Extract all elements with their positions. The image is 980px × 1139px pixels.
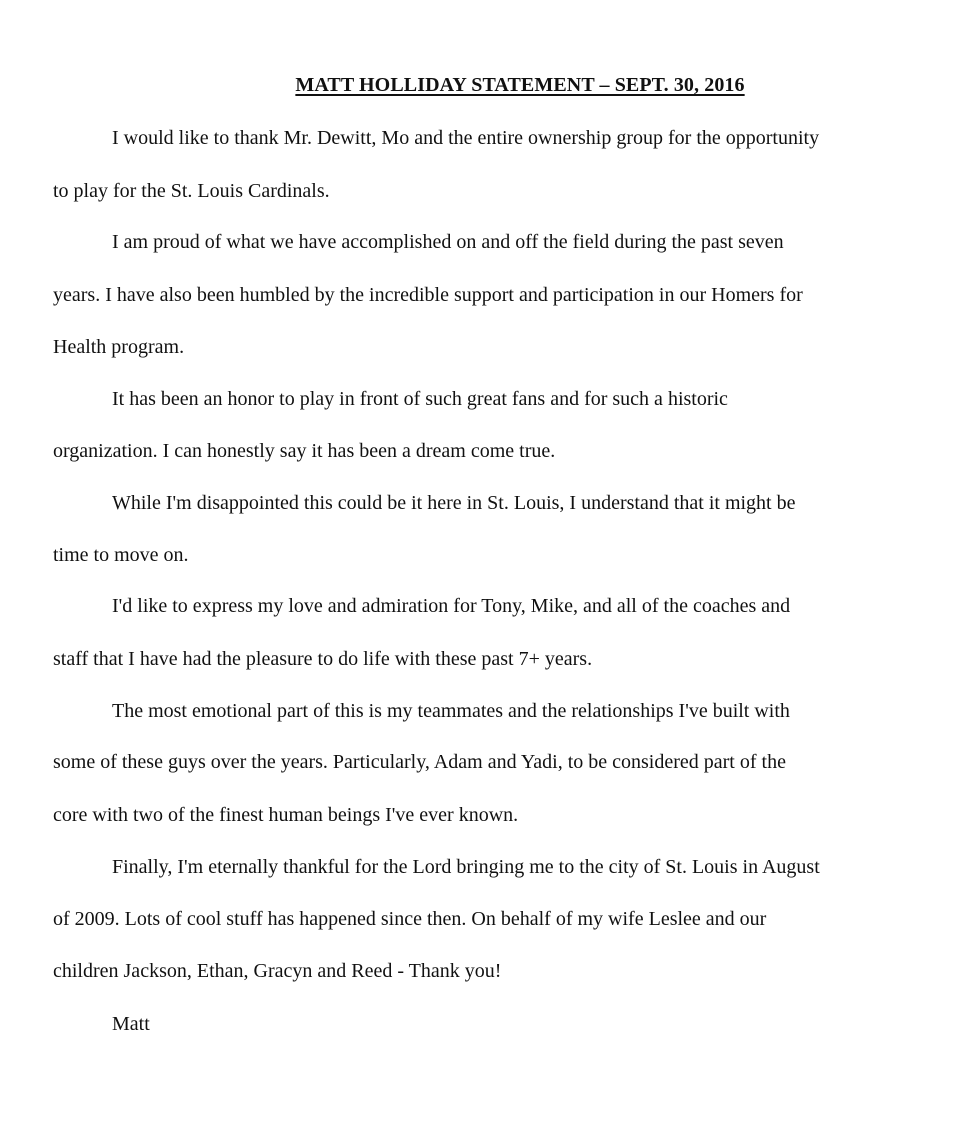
paragraph-line: The most emotional part of this is my teammates and the relationships I've built with bbox=[112, 700, 790, 722]
paragraph-line: children Jackson, Ethan, Gracyn and Reed - Thank you! bbox=[53, 960, 502, 982]
paragraph-line: Finally, I'm eternally thankful for the Lord bringing me to the city of St. Louis in August bbox=[112, 856, 820, 878]
paragraph-line: some of these guys over the years. Particularly, Adam and Yadi, to be considered part of the bbox=[53, 751, 786, 773]
paragraph-line: to play for the St. Louis Cardinals. bbox=[53, 180, 330, 202]
paragraph-line: It has been an honor to play in front of such great fans and for such a historic bbox=[112, 388, 728, 410]
paragraph-line: organization. I can honestly say it has been a dream come true. bbox=[53, 440, 556, 462]
document-title: MATT HOLLIDAY STATEMENT – SEPT. 30, 2016 bbox=[295, 74, 745, 96]
signature: Matt bbox=[112, 1013, 150, 1035]
paragraph-line: core with two of the finest human beings I've ever known. bbox=[53, 804, 519, 826]
paragraph-line: I would like to thank Mr. Dewitt, Mo and the entire ownership group for the opportunity bbox=[112, 127, 820, 149]
paragraph-line: of 2009. Lots of cool stuff has happened since then. On behalf of my wife Leslee and our bbox=[53, 908, 767, 930]
paragraph-line: years. I have also been humbled by the incredible support and participation in our Homers for bbox=[53, 284, 803, 306]
paragraph-line: I am proud of what we have accomplished on and off the field during the past seven bbox=[112, 231, 784, 253]
paragraph-line: While I'm disappointed this could be it here in St. Louis, I understand that it might be bbox=[112, 492, 796, 514]
paragraph-line: Health program. bbox=[53, 336, 185, 358]
paragraph-line: staff that I have had the pleasure to do life with these past 7+ years. bbox=[53, 648, 593, 670]
paragraph-line: time to move on. bbox=[53, 544, 189, 566]
paragraph-line: I'd like to express my love and admiration for Tony, Mike, and all of the coaches and bbox=[112, 595, 791, 617]
